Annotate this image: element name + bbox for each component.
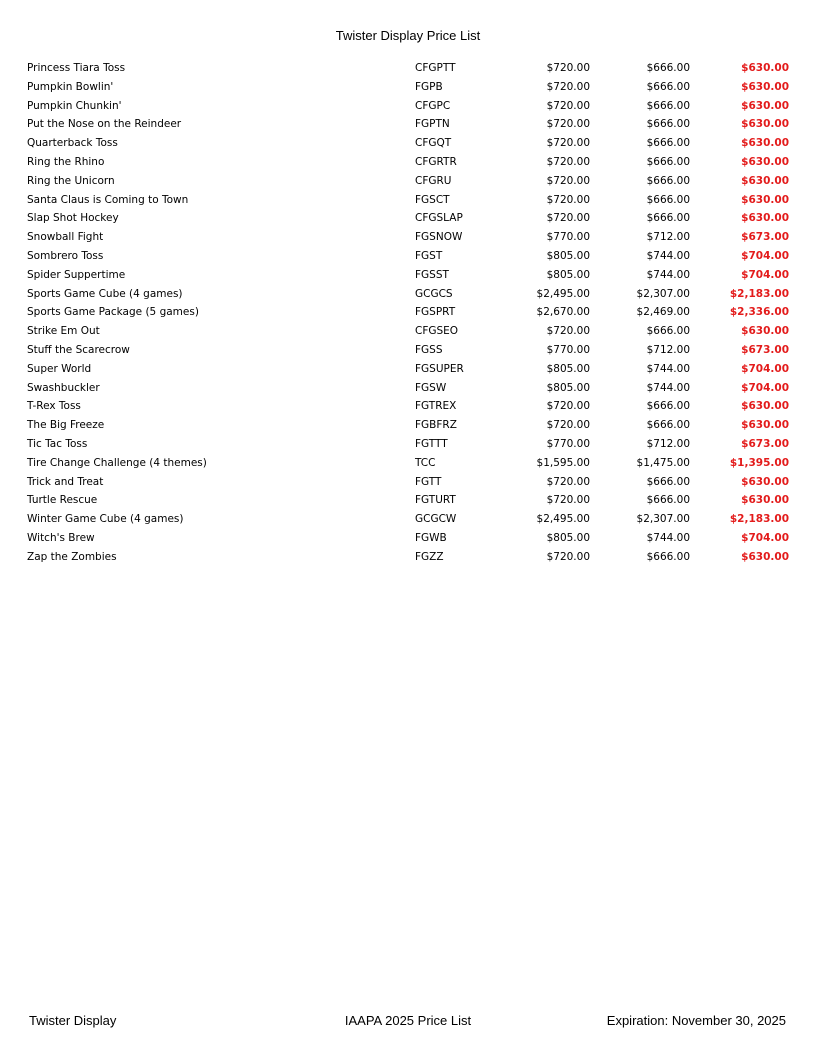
price-tier-2: $744.00 — [646, 362, 690, 375]
product-code: CFGSLAP — [415, 212, 463, 225]
product-code: FGZZ — [415, 550, 444, 563]
table-row — [27, 397, 797, 416]
product-name: Spider Suppertime — [27, 268, 126, 281]
price-tier-2: $744.00 — [646, 531, 690, 544]
price-tier-2: $1,475.00 — [636, 456, 690, 469]
table-row — [27, 548, 797, 567]
product-name: Winter Game Cube (4 games) — [27, 513, 184, 526]
price-tier-2: $712.00 — [646, 231, 690, 244]
product-code: FGSS — [415, 343, 443, 356]
price-tier-3: $673.00 — [741, 343, 789, 356]
price-tier-1: $805.00 — [546, 249, 590, 262]
footer-right-text: Expiration: November 30, 2025 — [606, 1013, 786, 1028]
product-name: Put the Nose on the Reindeer — [27, 118, 182, 131]
table-row — [27, 341, 797, 360]
product-code: FGTT — [415, 475, 442, 488]
table-row — [27, 209, 797, 228]
table-row — [27, 285, 797, 304]
price-tier-3: $2,183.00 — [729, 287, 789, 300]
page-title: Twister Display Price List — [335, 28, 481, 43]
price-tier-2: $666.00 — [646, 80, 690, 93]
price-tier-2: $666.00 — [646, 118, 690, 131]
price-tier-1: $720.00 — [546, 400, 590, 413]
price-tier-2: $666.00 — [646, 137, 690, 150]
product-name: Ring the Rhino — [27, 155, 105, 168]
price-tier-2: $666.00 — [646, 99, 690, 112]
price-tier-1: $720.00 — [546, 325, 590, 338]
product-name: Ring the Unicorn — [27, 174, 115, 187]
table-row — [27, 78, 797, 97]
product-name: Tic Tac Toss — [27, 437, 88, 450]
table-row — [27, 266, 797, 285]
price-tier-2: $666.00 — [646, 212, 690, 225]
price-tier-1: $1,595.00 — [536, 456, 590, 469]
price-tier-1: $770.00 — [546, 437, 590, 450]
price-tier-1: $720.00 — [546, 155, 590, 168]
price-tier-3: $704.00 — [741, 381, 789, 394]
price-tier-3: $630.00 — [741, 212, 789, 225]
product-code: FGSPRT — [415, 306, 456, 319]
table-row — [27, 59, 797, 78]
table-row — [27, 360, 797, 379]
product-name: Super World — [27, 362, 92, 375]
price-tier-3: $630.00 — [741, 137, 789, 150]
price-tier-1: $720.00 — [546, 475, 590, 488]
product-name: Sports Game Package (5 games) — [27, 306, 199, 319]
price-tier-1: $720.00 — [546, 494, 590, 507]
price-tier-1: $720.00 — [546, 137, 590, 150]
price-tier-3: $1,395.00 — [729, 456, 789, 469]
page-footer — [0, 1013, 816, 1031]
product-code: FGTURT — [415, 494, 456, 507]
product-name: Turtle Rescue — [27, 494, 98, 507]
product-code: TCC — [415, 456, 436, 469]
product-name: The Big Freeze — [27, 419, 105, 432]
price-tier-1: $720.00 — [546, 419, 590, 432]
price-tier-3: $704.00 — [741, 531, 789, 544]
price-tier-3: $630.00 — [741, 80, 789, 93]
price-tier-3: $673.00 — [741, 437, 789, 450]
product-name: Quarterback Toss — [27, 137, 118, 150]
table-row — [27, 491, 797, 510]
price-tier-1: $720.00 — [546, 174, 590, 187]
price-tier-2: $744.00 — [646, 381, 690, 394]
price-tier-1: $2,495.00 — [536, 287, 590, 300]
product-code: GCGCW — [415, 513, 457, 526]
price-tier-1: $770.00 — [546, 231, 590, 244]
product-name: Stuff the Scarecrow — [27, 343, 130, 356]
product-code: FGPB — [415, 80, 443, 93]
table-row — [27, 115, 797, 134]
product-code: CFGRU — [415, 174, 452, 187]
product-name: Strike Em Out — [27, 325, 100, 338]
price-tier-3: $630.00 — [741, 325, 789, 338]
price-tier-3: $673.00 — [741, 231, 789, 244]
price-tier-2: $666.00 — [646, 400, 690, 413]
price-tier-2: $666.00 — [646, 475, 690, 488]
table-row — [27, 473, 797, 492]
price-tier-3: $630.00 — [741, 99, 789, 112]
price-tier-3: $630.00 — [741, 174, 789, 187]
product-code: FGBFRZ — [415, 419, 457, 432]
price-tier-1: $805.00 — [546, 268, 590, 281]
table-row — [27, 454, 797, 473]
price-tier-2: $2,469.00 — [636, 306, 690, 319]
price-tier-3: $704.00 — [741, 362, 789, 375]
price-tier-1: $805.00 — [546, 531, 590, 544]
price-tier-1: $805.00 — [546, 362, 590, 375]
price-tier-2: $744.00 — [646, 268, 690, 281]
product-name: Pumpkin Chunkin' — [27, 99, 122, 112]
price-tier-1: $720.00 — [546, 550, 590, 563]
price-tier-3: $630.00 — [741, 419, 789, 432]
product-name: Tire Change Challenge (4 themes) — [27, 456, 207, 469]
price-tier-3: $630.00 — [741, 62, 789, 74]
table-row — [27, 416, 797, 435]
product-code: FGSW — [415, 381, 447, 394]
product-code: CFGPC — [415, 99, 451, 112]
price-tier-1: $720.00 — [546, 80, 590, 93]
table-row — [27, 228, 797, 247]
price-tier-3: $630.00 — [741, 400, 789, 413]
product-code: FGST — [415, 249, 443, 262]
price-tier-1: $770.00 — [546, 343, 590, 356]
price-tier-1: $720.00 — [546, 99, 590, 112]
product-code: FGTREX — [415, 400, 457, 413]
price-tier-2: $712.00 — [646, 437, 690, 450]
product-name: T-Rex Toss — [27, 400, 81, 413]
table-row — [27, 303, 797, 322]
price-tier-2: $666.00 — [646, 325, 690, 338]
table-row — [27, 191, 797, 210]
price-tier-2: $666.00 — [646, 193, 690, 206]
product-code: CFGQT — [415, 137, 452, 150]
table-row — [27, 153, 797, 172]
price-tier-2: $2,307.00 — [636, 287, 690, 300]
product-code: FGSCT — [415, 193, 450, 206]
price-tier-3: $630.00 — [741, 475, 789, 488]
product-name: Sombrero Toss — [27, 249, 104, 262]
table-row — [27, 529, 797, 548]
price-tier-1: $805.00 — [546, 381, 590, 394]
table-row — [27, 379, 797, 398]
price-tier-2: $666.00 — [646, 494, 690, 507]
price-tier-3: $630.00 — [741, 155, 789, 168]
product-name: Santa Claus is Coming to Town — [27, 193, 189, 206]
price-tier-1: $720.00 — [546, 62, 590, 74]
price-tier-2: $2,307.00 — [636, 513, 690, 526]
price-tier-1: $720.00 — [546, 118, 590, 131]
product-name: Pumpkin Bowlin' — [27, 80, 114, 93]
price-tier-1: $720.00 — [546, 212, 590, 225]
price-tier-3: $630.00 — [741, 118, 789, 131]
price-tier-1: $720.00 — [546, 193, 590, 206]
price-tier-3: $704.00 — [741, 268, 789, 281]
price-tier-3: $630.00 — [741, 494, 789, 507]
product-code: CFGRTR — [415, 155, 457, 168]
table-row — [27, 247, 797, 266]
product-name: Zap the Zombies — [27, 550, 117, 563]
product-code: FGPTN — [415, 118, 450, 131]
price-tier-3: $2,183.00 — [729, 513, 789, 526]
product-name: Witch's Brew — [27, 531, 95, 544]
price-tier-1: $2,495.00 — [536, 513, 590, 526]
product-name: Sports Game Cube (4 games) — [27, 287, 183, 300]
product-code: FGSST — [415, 268, 449, 281]
price-tier-1: $2,670.00 — [536, 306, 590, 319]
product-code: CFGPTT — [415, 62, 456, 74]
footer-center-text: IAAPA 2025 Price List — [344, 1013, 472, 1028]
table-row — [27, 172, 797, 191]
product-code: FGSNOW — [415, 231, 463, 244]
product-code: FGWB — [415, 531, 447, 544]
product-name: Princess Tiara Toss — [27, 62, 126, 74]
product-name: Swashbuckler — [27, 381, 100, 394]
table-row — [27, 97, 797, 116]
price-tier-2: $712.00 — [646, 343, 690, 356]
price-tier-3: $630.00 — [741, 193, 789, 206]
table-row — [27, 435, 797, 454]
price-tier-2: $666.00 — [646, 550, 690, 563]
price-tier-2: $666.00 — [646, 155, 690, 168]
price-tier-2: $744.00 — [646, 249, 690, 262]
price-table — [27, 59, 797, 567]
price-tier-2: $666.00 — [646, 174, 690, 187]
product-name: Slap Shot Hockey — [27, 212, 119, 225]
product-code: FGTTT — [415, 437, 448, 450]
product-name: Snowball Fight — [27, 231, 104, 244]
product-name: Trick and Treat — [27, 475, 104, 488]
price-tier-3: $630.00 — [741, 550, 789, 563]
product-code: FGSUPER — [415, 362, 464, 375]
price-tier-3: $2,336.00 — [729, 306, 789, 319]
table-row — [27, 322, 797, 341]
product-code: CFGSEO — [415, 325, 459, 338]
price-tier-2: $666.00 — [646, 62, 690, 74]
table-row — [27, 134, 797, 153]
table-row — [27, 510, 797, 529]
product-code: GCGCS — [415, 287, 453, 300]
price-tier-3: $704.00 — [741, 249, 789, 262]
footer-left-text: Twister Display — [29, 1013, 117, 1028]
price-tier-2: $666.00 — [646, 419, 690, 432]
